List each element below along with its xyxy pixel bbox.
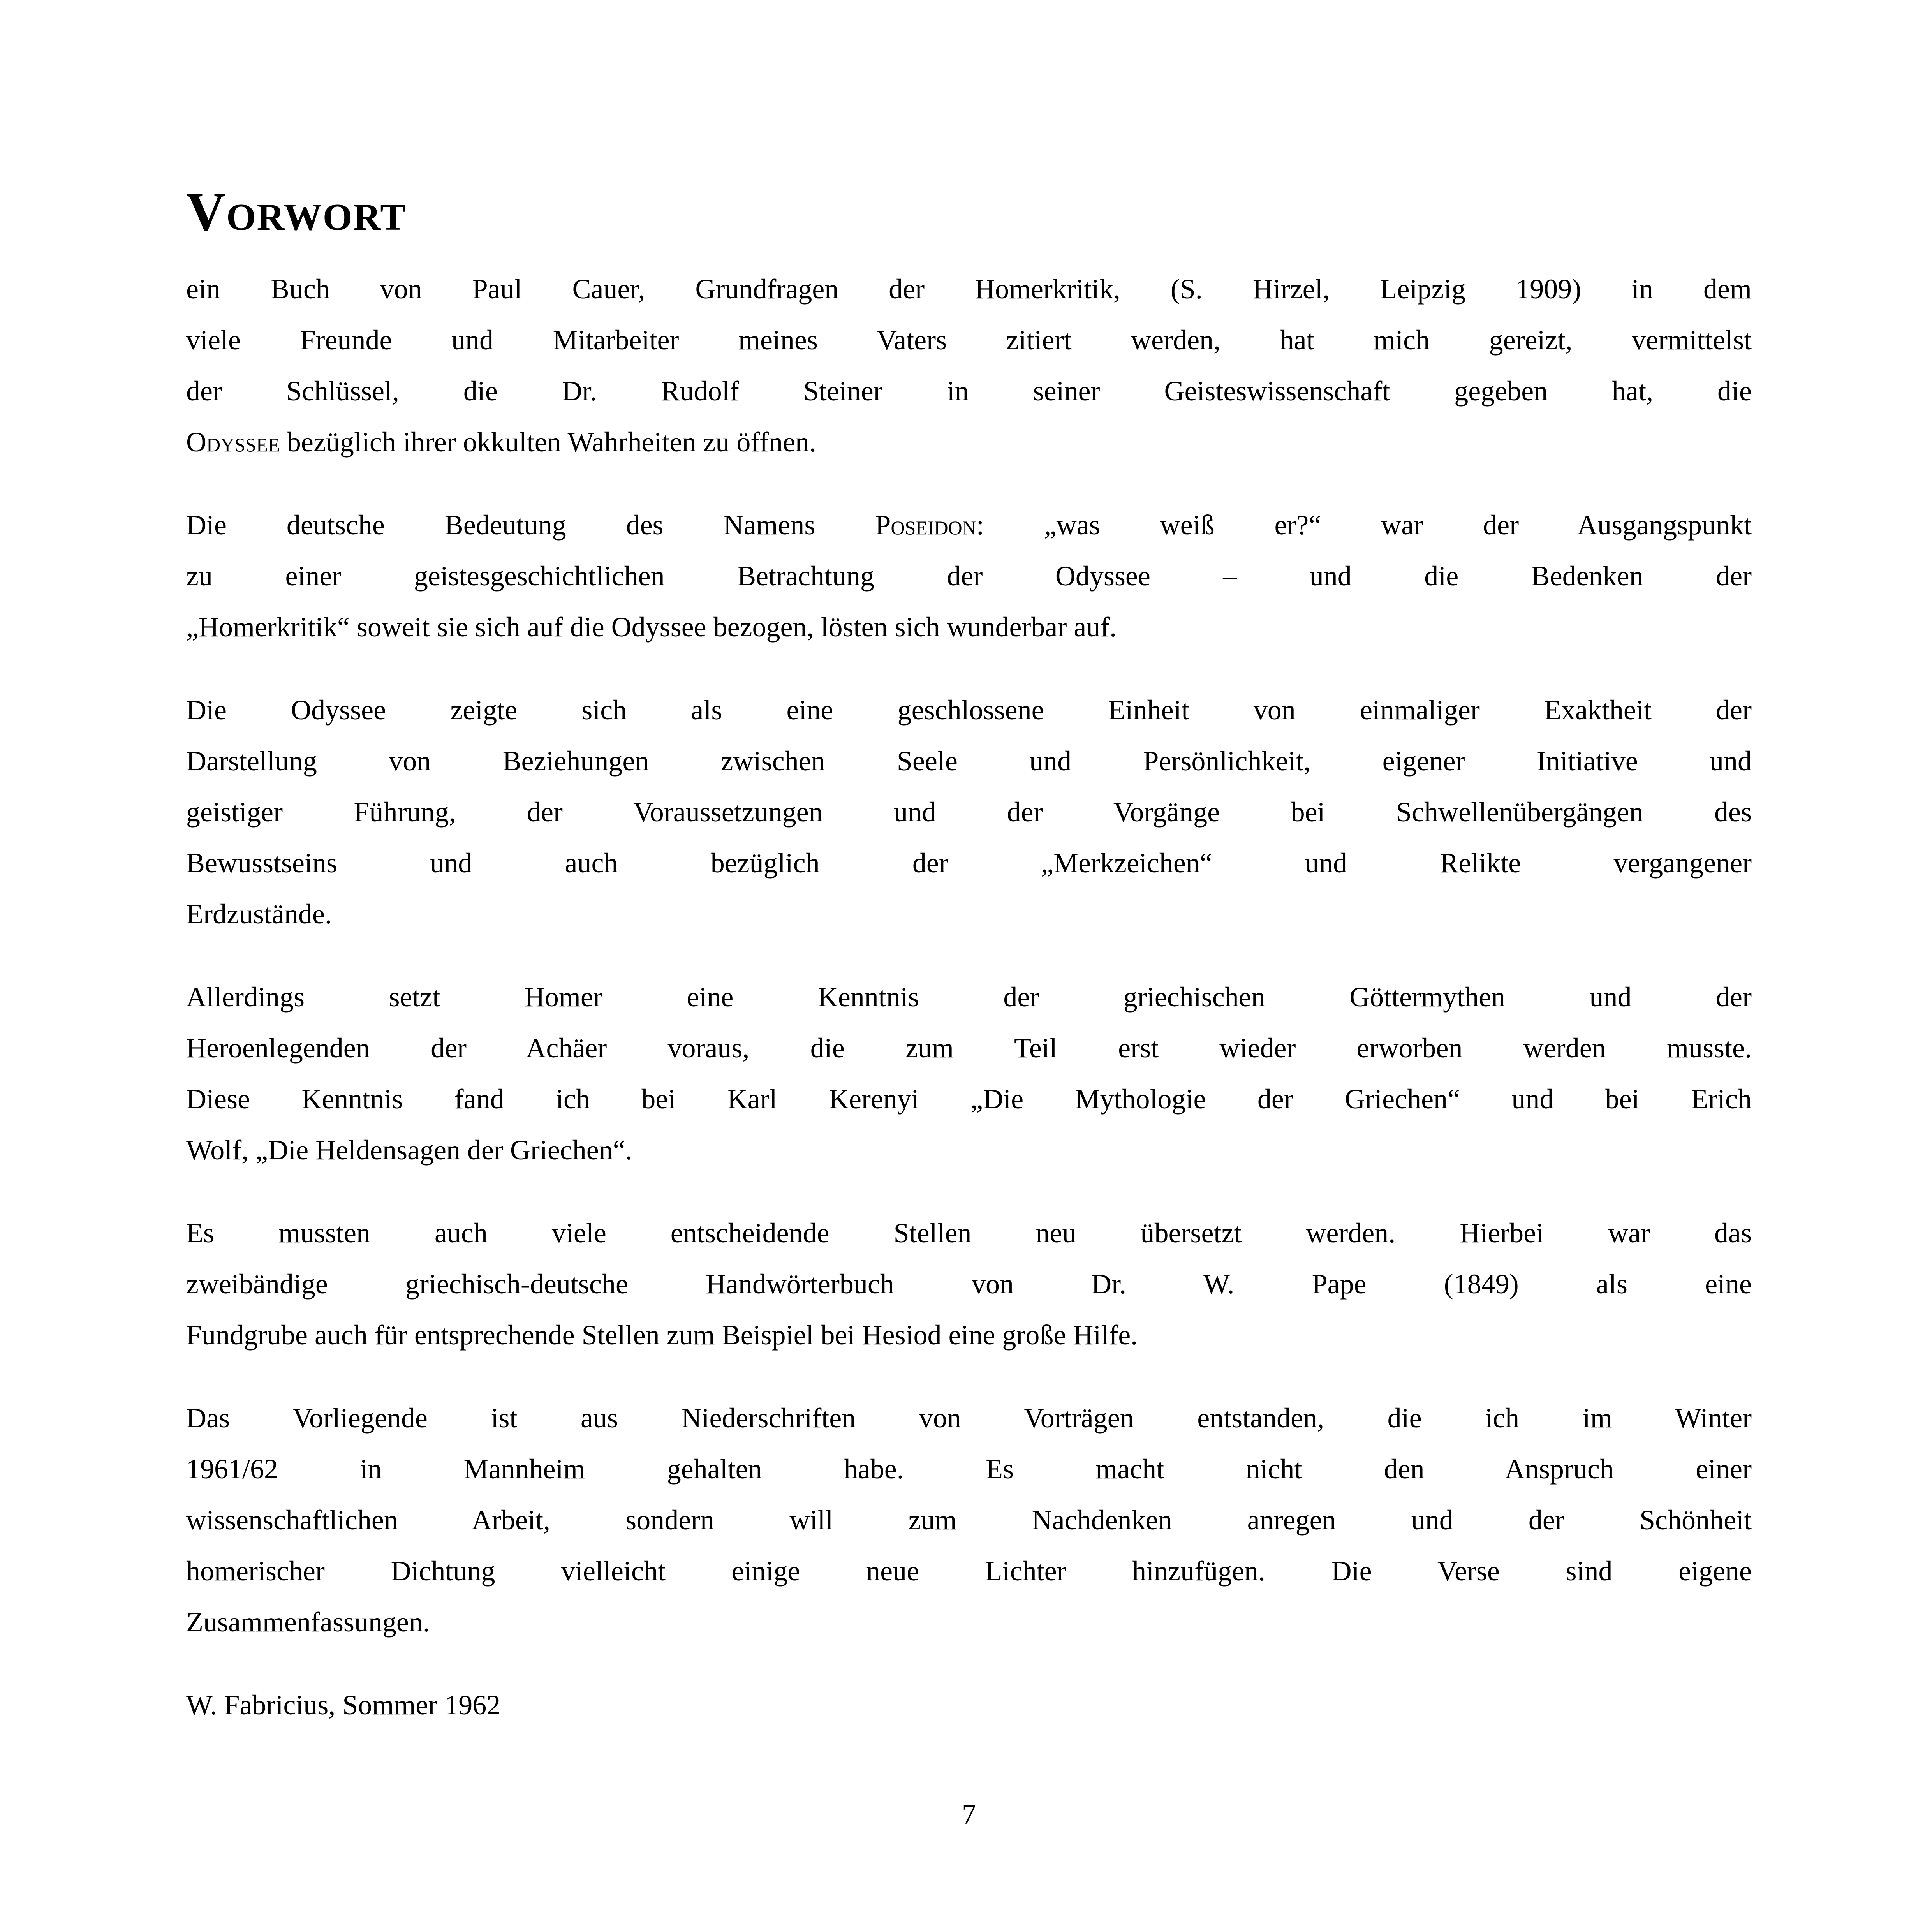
text-line xyxy=(186,972,1752,1023)
text-segment: geistiger Führung, der Voraussetzungen und der Vorgänge bei Schwellenübergängen des xyxy=(186,796,1752,828)
text-segment: zweibändige griechisch-deutsche Handwörterbuch von Dr. W. Pape (1849) als eine xyxy=(186,1268,1752,1300)
small-caps-text: Odyssee xyxy=(186,426,280,458)
text-line xyxy=(186,417,1752,468)
text-line xyxy=(186,1023,1752,1074)
text-line xyxy=(186,1208,1752,1259)
text-segment: viele Freunde und Mitarbeiter meines Vaters zitiert werden, hat mich gereizt, vermittelst xyxy=(186,324,1752,356)
text-segment: wissenschaftlichen Arbeit, sondern will zum Nachdenken anregen und der Schönheit xyxy=(186,1504,1752,1536)
text-line xyxy=(186,1546,1752,1597)
text-line xyxy=(186,1444,1752,1495)
text-line xyxy=(186,1074,1752,1125)
text-line xyxy=(186,264,1752,315)
text-line xyxy=(186,1393,1752,1444)
text-line xyxy=(186,685,1752,736)
text-segment: Darstellung von Beziehungen zwischen Seele und Persönlichkeit, eigener Initiative und xyxy=(186,745,1752,777)
page-number: 7 xyxy=(962,1799,976,1830)
text-segment: Wolf, „Die Heldensagen der Griechen“. xyxy=(186,1134,632,1166)
text-line xyxy=(186,838,1752,889)
text-line xyxy=(186,366,1752,417)
text-segment: Erdzustände. xyxy=(186,898,332,930)
text-line xyxy=(186,1125,1752,1176)
text-segment: bezüglich ihrer okkulten Wahrheiten zu öffnen. xyxy=(280,426,816,458)
body-paragraphs xyxy=(186,264,1752,1648)
text-segment: Fundgrube auch für entsprechende Stellen zum Beispiel bei Hesiod eine große Hilfe. xyxy=(186,1319,1138,1351)
text-line xyxy=(186,736,1752,787)
text-segment: zu einer geistesgeschichtlichen Betrachtung der Odyssee – und die Bedenken der xyxy=(186,560,1752,592)
text-line xyxy=(186,1495,1752,1546)
text-segment: Die deutsche Bedeutung des Namens xyxy=(186,509,875,541)
text-line xyxy=(186,315,1752,366)
text-line xyxy=(186,1259,1752,1310)
text-segment: Heroenlegenden der Achäer voraus, die zum Teil erst wieder erworben werden musste. xyxy=(186,1032,1752,1064)
text-line xyxy=(186,602,1752,653)
text-segment: „Homerkritik“ soweit sie sich auf die Odyssee bezogen, lösten sich wunderbar auf. xyxy=(186,611,1117,643)
text-line xyxy=(186,500,1752,551)
text-segment: Die Odyssee zeigte sich als eine geschlossene Einheit von einmaliger Exaktheit der xyxy=(186,694,1752,726)
page-title: Vorwort xyxy=(186,181,407,242)
text-segment: der Schlüssel, die Dr. Rudolf Steiner in seiner Geisteswissenschaft gegeben hat, die xyxy=(186,375,1752,407)
text-segment: Allerdings setzt Homer eine Kenntnis der griechischen Göttermythen und der xyxy=(186,981,1752,1013)
paragraph xyxy=(186,500,1752,653)
paragraph xyxy=(186,972,1752,1176)
text-segment: homerischer Dichtung vielleicht einige neue Lichter hinzufügen. Die Verse sind eigene xyxy=(186,1555,1752,1587)
text-line xyxy=(186,551,1752,602)
text-segment: Es mussten auch viele entscheidende Stellen neu übersetzt werden. Hierbei war das xyxy=(186,1217,1752,1249)
text-segment: Bewusstseins und auch bezüglich der „Merkzeichen“ und Relikte vergangener xyxy=(186,847,1752,879)
text-segment: : „was weiß er?“ war der Ausgangspunkt xyxy=(976,509,1752,541)
text-segment: 1961/62 in Mannheim gehalten habe. Es macht nicht den Anspruch einer xyxy=(186,1453,1752,1485)
signature-line: W. Fabricius, Sommer 1962 xyxy=(186,1689,501,1721)
text-segment: Zusammenfassungen. xyxy=(186,1606,430,1638)
text-segment: ein Buch von Paul Cauer, Grundfragen der Homerkritik, (S. Hirzel, Leipzig 1909) in dem xyxy=(186,273,1752,305)
text-segment: Diese Kenntnis fand ich bei Karl Kerenyi „Die Mythologie der Griechen“ und bei Erich xyxy=(186,1083,1752,1115)
text-line xyxy=(186,1310,1752,1361)
text-line xyxy=(186,889,1752,940)
paragraph xyxy=(186,264,1752,468)
text-line xyxy=(186,1597,1752,1648)
small-caps-text: Poseidon xyxy=(875,509,976,541)
text-segment: Das Vorliegende ist aus Niederschriften von Vorträgen entstanden, die ich im Winter xyxy=(186,1402,1752,1434)
paragraph xyxy=(186,685,1752,940)
paragraph xyxy=(186,1393,1752,1648)
text-line xyxy=(186,787,1752,838)
paragraph xyxy=(186,1208,1752,1361)
